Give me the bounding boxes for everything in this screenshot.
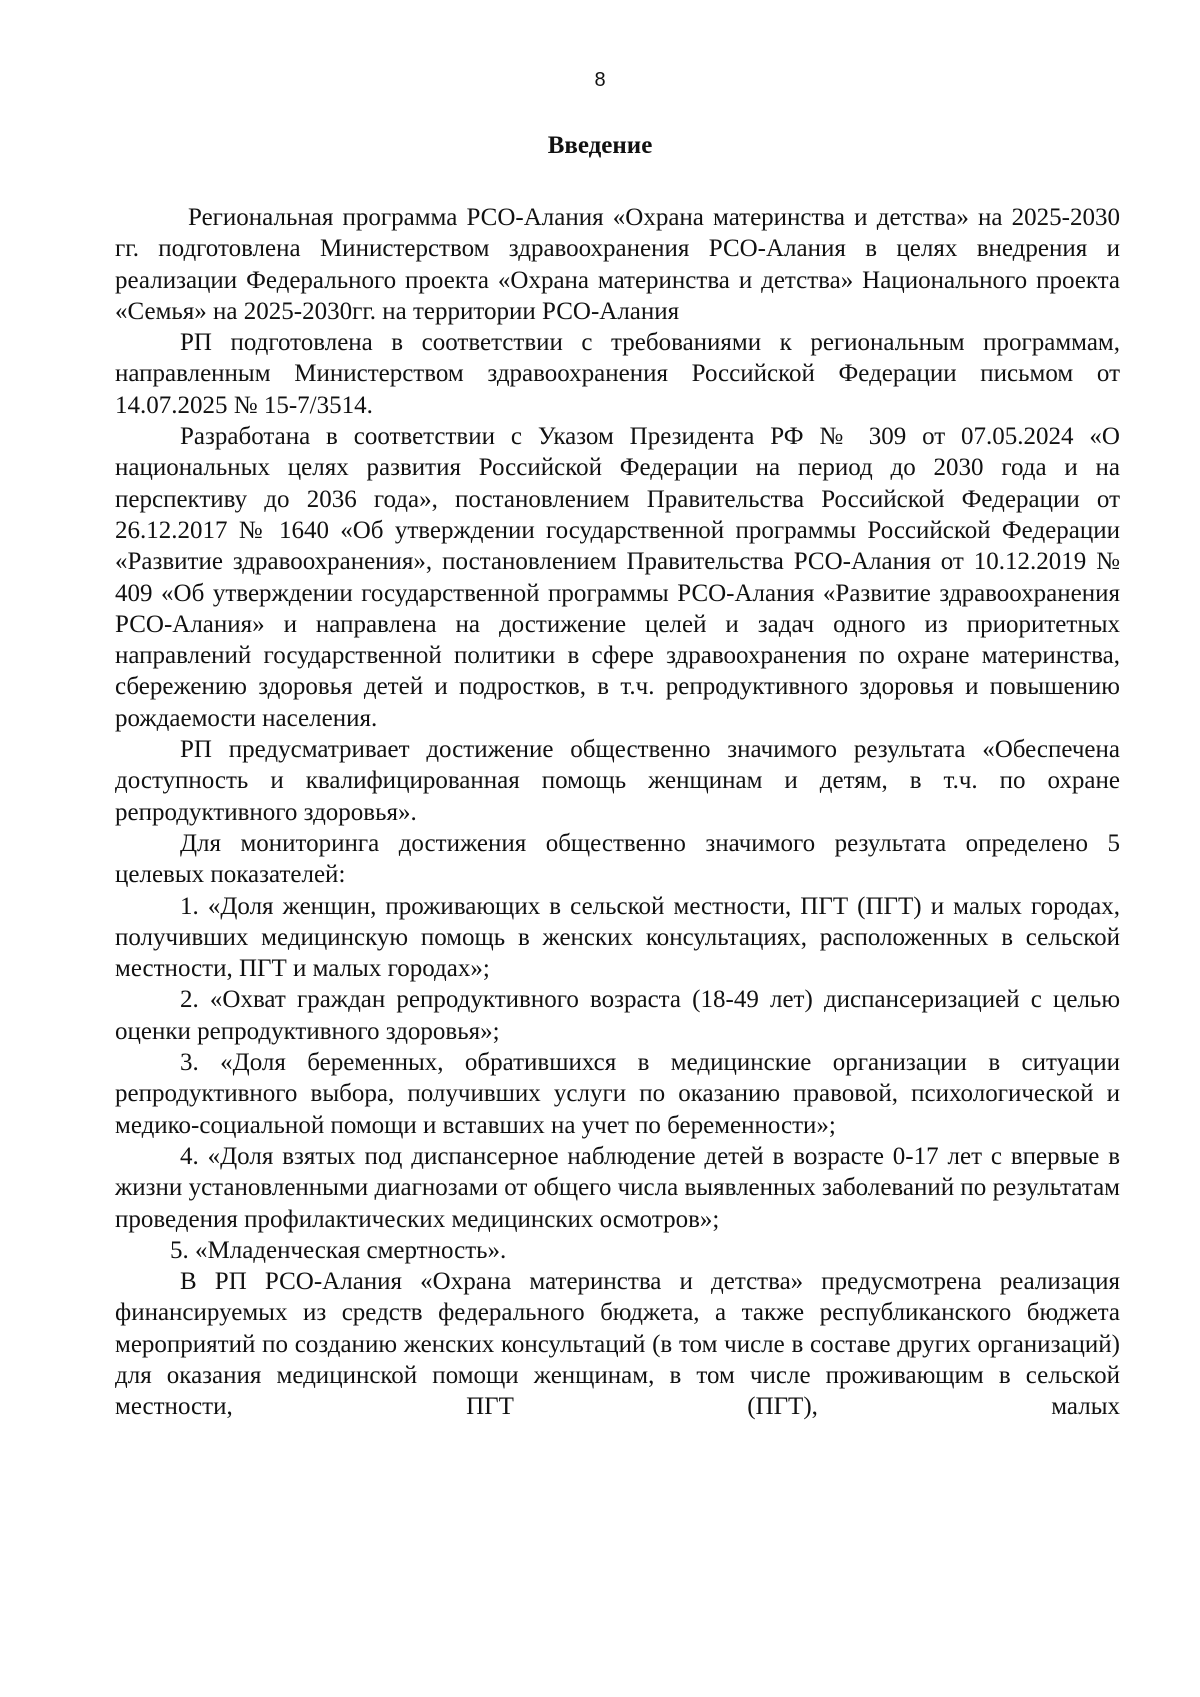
paragraph-result: РП предусматривает достижение общественно значимого результата «Обеспечена доступность и квалифицированная помощь женщинам и детям, в т.ч. по охране репродуктивного здоровья». [115, 736, 1120, 826]
paragraph-funding: В РП РСО-Алания «Охрана материнства и детства» предусмотрена реализация финансируемых из средств федерального бюджета, а также республиканского бюджета мероприятий по созданию женских консультаций (в том числе в составе других организаций) для оказания медицинской помощи женщинам, в том числе проживающим в сельской местности, ПГТ (ПГТ), малых [115, 1268, 1120, 1421]
indicator-item: 2. «Охват граждан репродуктивного возраста (18-49 лет) диспансеризацией с целью оценки репродуктивного здоровья»; [115, 986, 1120, 1045]
indicator-item: 4. «Доля взятых под диспансерное наблюдение детей в возрасте 0-17 лет с впервые в жизни установленными диагнозами от общего числа выявленных заболеваний по результатам проведения профилактических медицинских осмотров»; [115, 1142, 1120, 1233]
indicator-item: 1. «Доля женщин, проживающих в сельской местности, ПГТ (ПГТ) и малых городах, получивших медицинскую помощь в женских консультациях, расположенных в сельской местности, ПГТ и малых городах»; [115, 892, 1120, 983]
page-number: 8 [594, 69, 606, 91]
paragraph-legal-basis: Разработана в соответствии с Указом Президента РФ № 309 от 07.05.2024 «О национальных целях развития Российской Федерации на период до 2030 года и на перспективу до 2036 года», постановлением Правительства Российской Федерации от 26.12.2017 № 1640 «Об утверждении государственной программы Российской Федерации «Развитие здравоохранения», постановлением Правительства РСО-Алания от 10.12.2019 № 409 «Об утверждении государственной программы РСО-Алания «Развитие здравоохранения РСО-Алания» и направлена на достижение целей и задач одного из приоритетных направлений государственной политики в сфере здравоохранения по охране материнства, сбережению здоровья детей и подростков, в т.ч. репродуктивного здоровья и повышению рождаемости населения. [115, 423, 1120, 732]
paragraph-intro: Региональная программа РСО-Алания «Охрана материнства и детства» на 2025-2030 гг. подготовлена Министерством здравоохранения РСО-Алания в целях внедрения и реализации Федерального проекта «Охрана материнства и детства» Национального проекта «Семья» на 2025-2030гг. на территории РСО-Алания [115, 204, 1120, 325]
paragraph-indicators-intro: Для мониторинга достижения общественно значимого результата определено 5 целевых показателей: [115, 829, 1120, 889]
page-title: Введение [547, 132, 653, 159]
indicator-item: 5. «Младенческая смертность». [170, 1236, 507, 1264]
indicator-item: 3. «Доля беременных, обратившихся в медицинские организации в ситуации репродуктивного выбора, получивших услуги по оказанию правовой, психологической и медико-социальной помощи и вставших на учет по беременности»; [115, 1049, 1120, 1139]
paragraph-requirements: РП подготовлена в соответствии с требованиями к региональным программам, направленным Министерством здравоохранения Российской Федерации письмом от 14.07.2025 № 15-7/3514. [115, 329, 1120, 419]
document-body [115, 202, 1120, 1423]
